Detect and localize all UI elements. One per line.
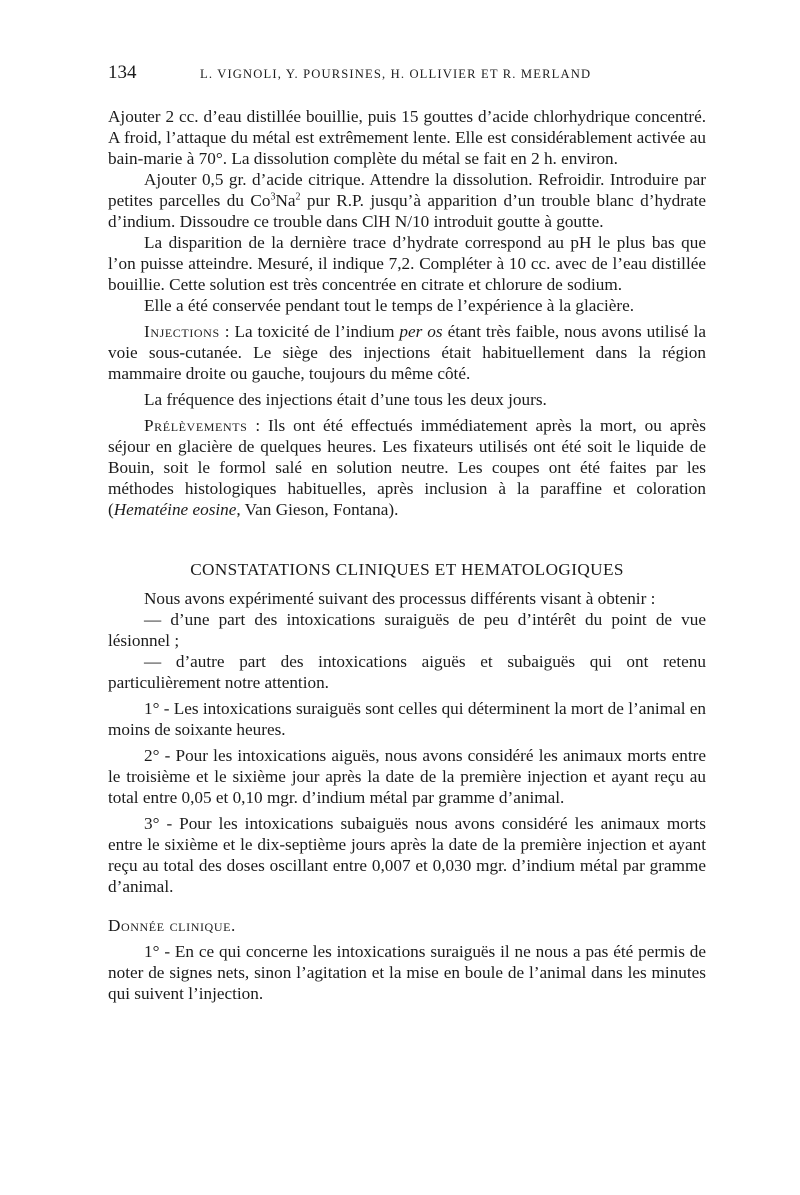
paragraph-dissolution: Ajouter 2 cc. d’eau distillée bouillie, puis 15 gouttes d’acide chlorhydrique concentré. A froid, l’attaque du métal est extrêmement lente. Elle est considérablement activée au bain-marie à 70°. La dissolution complète du métal se fait en 2 h. environ.	[108, 107, 706, 168]
paragraph-experimentation: Nous avons expérimenté suivant des processus différents visant à obtenir :	[144, 589, 656, 608]
numbered-item-3: 3° - Pour les intoxications subaiguës nous avons considéré les animaux morts entre le sixième et le dix-septième jours après la date de la première injection et ayant reçu au total des doses oscillant entre 0,007 et 0,030 mgr. d’indium métal par gramme d’animal.	[108, 814, 706, 896]
paragraph-conservation: Elle a été conservée pendant tout le temps de l’expérience à la glacière.	[144, 296, 635, 315]
paragraph-prelevements: Prélèvements : Ils ont été effectués immédiatement après la mort, ou après séjour en glacière de quelques heures. Les fixateurs utilisés ont été soit le liquide de Bouin, soit le formol salé en solution neutre. Les coupes ont été faites par les méthodes histologiques habituelles, après inclusion à la paraffine et coloration (Hematéine eosine, Van Gieson, Fontana).	[108, 416, 706, 519]
authors-header: L. VIGNOLI, Y. POURSINES, H. OLLIVIER ET R. MERLAND	[200, 67, 592, 81]
list-item-suraigues: — d’une part des intoxications suraiguës de peu d’intérêt du point de vue lésionnel ;	[108, 610, 706, 650]
page-number: 134	[108, 62, 137, 83]
subheading-donnee-clinique: Donnée clinique.	[108, 916, 236, 935]
list-item-aigues: — d’autre part des intoxications aiguës et subaiguës qui ont retenu particulièrement notre attention.	[108, 652, 706, 692]
running-head	[108, 62, 706, 84]
section-heading: CONSTATATIONS CLINIQUES ET HEMATOLOGIQUES	[190, 560, 624, 579]
paragraph-injections: Injections : La toxicité de l’indium per os étant très faible, nous avons utilisé la voie sous-cutanée. Le siège des injections était habituellement dans la région mammaire droite ou gauche, toujours du même côté.	[108, 322, 706, 383]
paragraph-clinique: 1° - En ce qui concerne les intoxications suraiguës il ne nous a pas été permis de noter de signes nets, sinon l’agitation et la mise en boule de l’animal dans les minutes qui suivent l’injection.	[108, 942, 706, 1003]
paragraph-ph: La disparition de la dernière trace d’hydrate correspond au pH le plus bas que l’on puisse atteindre. Mesuré, il indique 7,2. Compléter à 10 cc. avec de l’eau distillée bouillie. Cette solution est très concentrée en citrate et chlorure de sodium.	[108, 233, 706, 294]
injections-label: Injections	[144, 322, 220, 341]
body-text	[108, 106, 706, 1004]
paragraph-neutralisation: Ajouter 0,5 gr. d’acide citrique. Attendre la dissolution. Refroidir. Introduire par petites parcelles du Co$^3$Na$^2$ pur R.P. jusqu’à apparition d’un trouble blanc d’hydrate d’indium. Dissoudre ce trouble dans ClH N/10 introduit goutte à goutte.	[108, 170, 706, 231]
paragraph-frequence: La fréquence des injections était d’une tous les deux jours.	[144, 390, 547, 409]
numbered-item-2: 2° - Pour les intoxications aiguës, nous avons considéré les animaux morts entre le troisième et le sixième jour après la date de la première injection et ayant reçu au total entre 0,05 et 0,10 mgr. d’indium métal par gramme d’animal.	[108, 746, 706, 807]
numbered-item-1: 1° - Les intoxications suraiguës sont celles qui déterminent la mort de l’animal en moins de soixante heures.	[108, 699, 706, 739]
prelevements-label: Prélèvements	[144, 416, 248, 435]
